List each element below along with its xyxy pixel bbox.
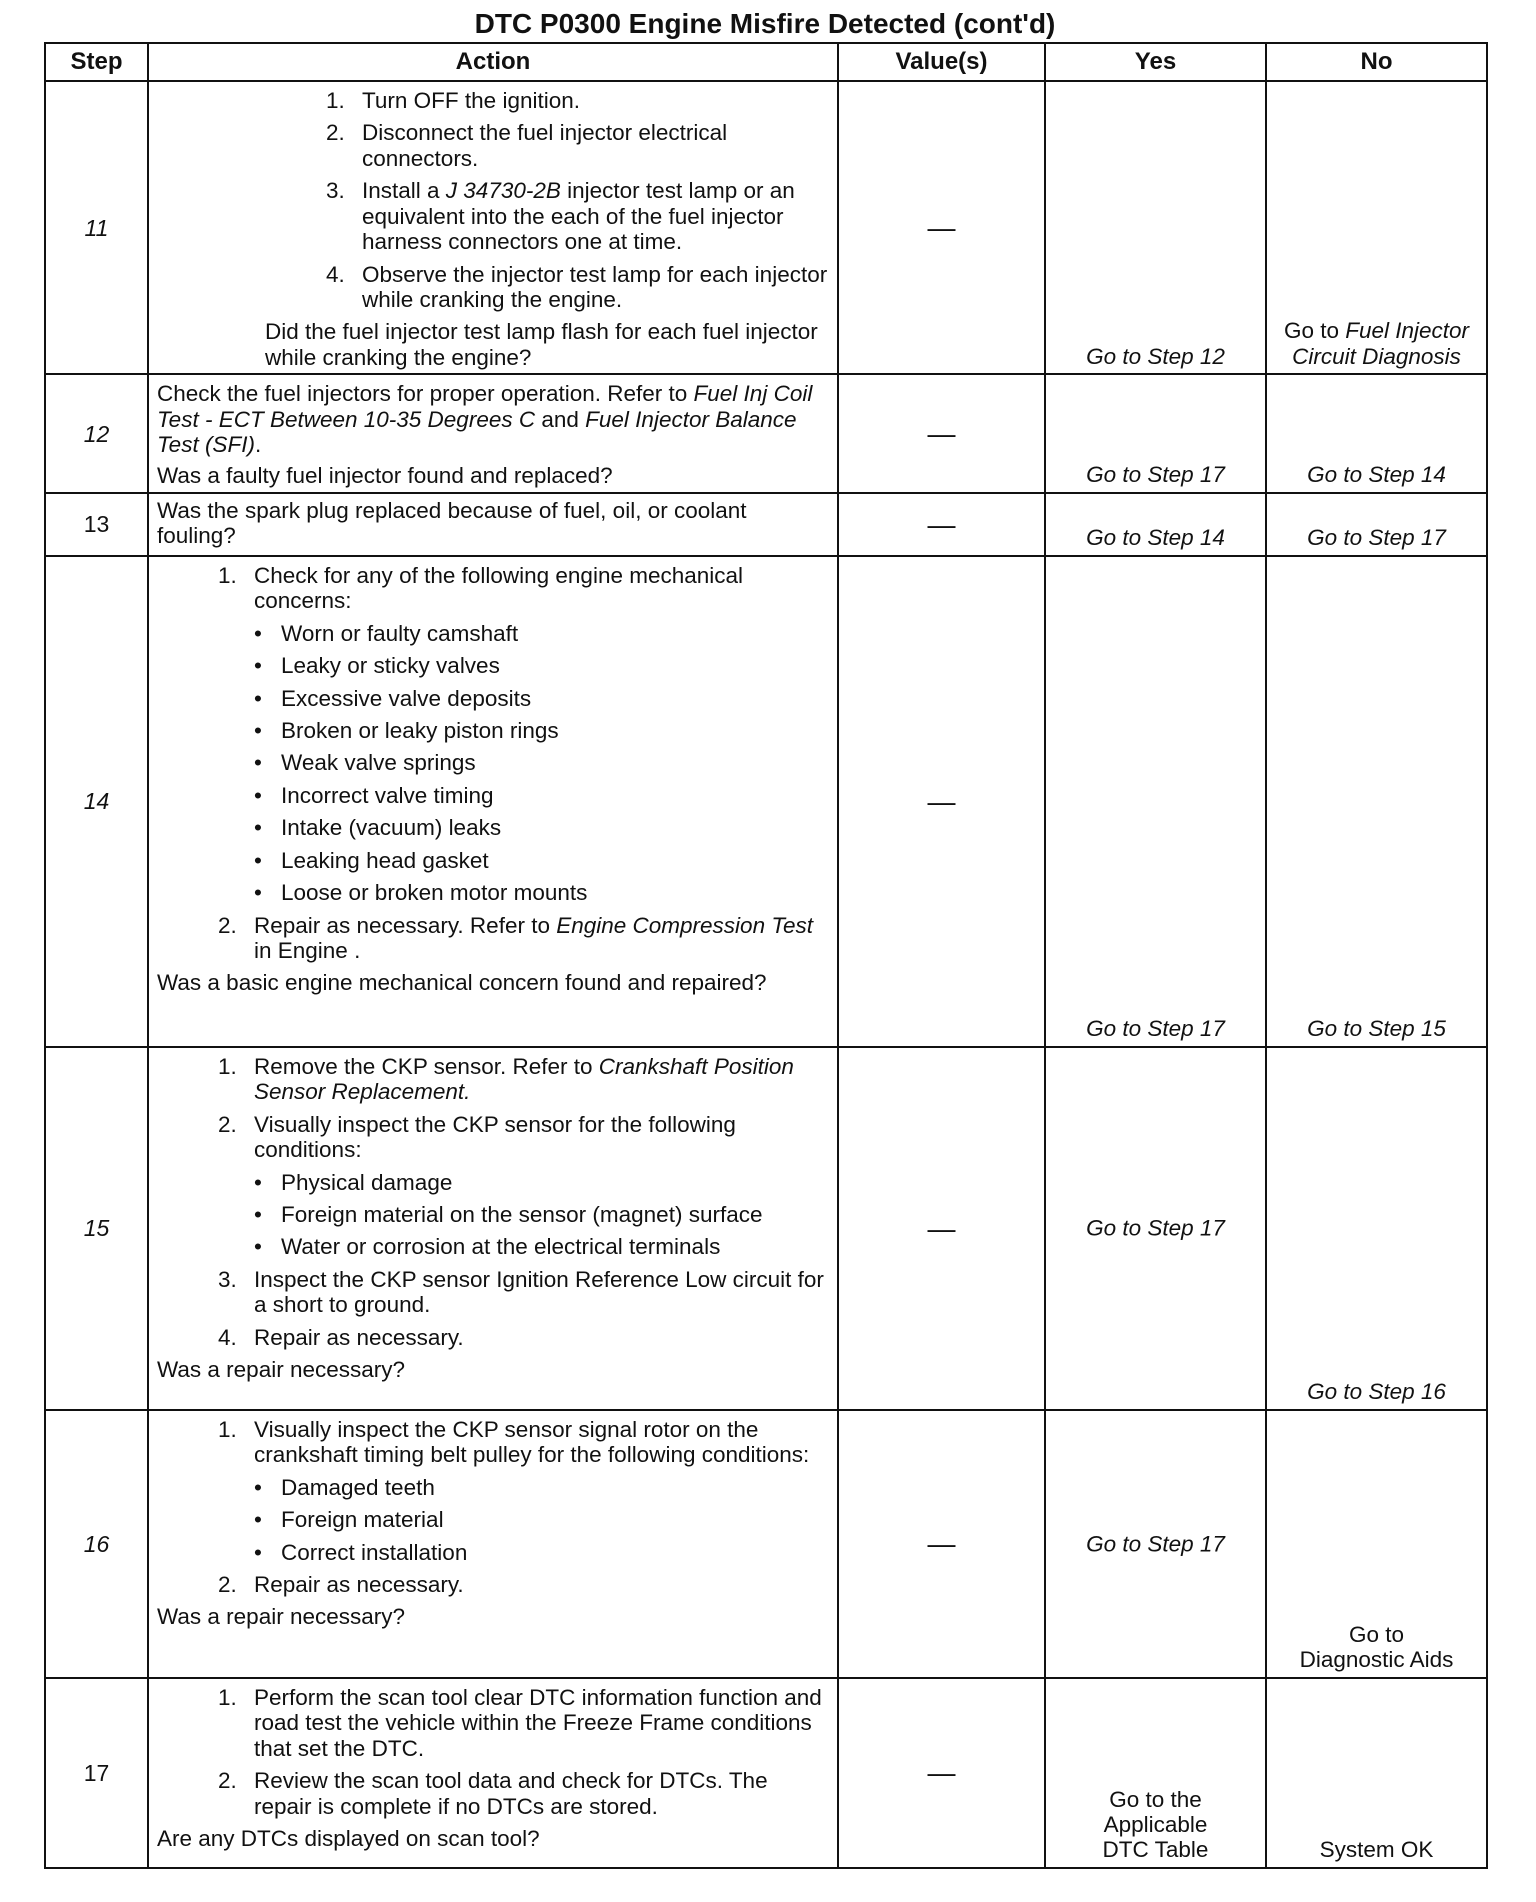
value-cell: — bbox=[838, 1410, 1045, 1678]
step-text: Review the scan tool data and check for DTCs. The repair is complete if no DTCs are stored. bbox=[254, 1768, 768, 1819]
step-number: 12 bbox=[45, 374, 148, 493]
step-text: Remove the CKP sensor. Refer to Crankshaft Position Sensor Replacement. bbox=[254, 1053, 794, 1105]
procedure-reference: Fuel Inj Coil Test - ECT Between 10-35 Degrees C bbox=[157, 381, 813, 432]
action-cell bbox=[148, 493, 838, 556]
decision-question: Was the spark plug replaced because of fuel, oil, or coolant fouling? bbox=[157, 497, 747, 549]
bullet-icon: • bbox=[254, 1539, 262, 1565]
action-cell bbox=[148, 374, 838, 493]
step-index: 1. bbox=[218, 562, 237, 588]
step-text: Repair as necessary. bbox=[254, 1324, 464, 1350]
action-step bbox=[218, 1768, 829, 1819]
bullet-icon: • bbox=[254, 620, 262, 646]
step-number: 14 bbox=[45, 556, 148, 1047]
bullet-icon: • bbox=[254, 880, 262, 906]
value-cell: — bbox=[838, 81, 1045, 374]
no-cell bbox=[1266, 1410, 1487, 1678]
bullet-icon: • bbox=[254, 1202, 262, 1228]
list-item: • Correct installation bbox=[254, 1539, 468, 1565]
header-no: No bbox=[1266, 43, 1487, 81]
step-number: 15 bbox=[45, 1047, 148, 1410]
bullet-icon: • bbox=[254, 782, 262, 808]
bullet-icon: • bbox=[254, 1234, 262, 1260]
yes-link[interactable]: Go to Step 17 bbox=[1086, 1215, 1225, 1241]
step-index: 1. bbox=[218, 1684, 237, 1710]
no-cell bbox=[1266, 374, 1487, 493]
bullet-icon: • bbox=[254, 718, 262, 744]
step-index: 1. bbox=[326, 88, 345, 113]
step-index: 2. bbox=[218, 912, 237, 938]
action-step bbox=[218, 563, 829, 614]
step-index: 2. bbox=[218, 1111, 237, 1137]
step-text: Inspect the CKP sensor Ignition Reference Low circuit for a short to ground. bbox=[254, 1266, 824, 1318]
action-cell bbox=[148, 81, 838, 374]
list-item: • Intake (vacuum) leaks bbox=[254, 815, 502, 841]
bullet-icon: • bbox=[254, 815, 262, 841]
list-item: • Excessive valve deposits bbox=[254, 685, 532, 711]
value-cell: — bbox=[838, 374, 1045, 493]
action-step bbox=[326, 262, 829, 313]
decision-question: Was a repair necessary? bbox=[157, 1604, 406, 1630]
procedure-reference: Crankshaft Position Sensor Replacement bbox=[254, 1053, 794, 1105]
action-step bbox=[326, 178, 829, 254]
step-index: 3. bbox=[218, 1266, 237, 1292]
no-cell bbox=[1266, 1678, 1487, 1868]
yes-link[interactable]: Go to Step 17 bbox=[1086, 1016, 1225, 1042]
action-step bbox=[218, 1685, 829, 1761]
procedure-reference: Engine Compression Test bbox=[556, 912, 814, 938]
header-yes: Yes bbox=[1045, 43, 1266, 81]
no-cell bbox=[1266, 81, 1487, 374]
action-step bbox=[218, 1054, 829, 1105]
yes-cell bbox=[1045, 374, 1266, 493]
step-index: 1. bbox=[218, 1053, 237, 1079]
action-step bbox=[218, 1267, 829, 1318]
step-number: 17 bbox=[45, 1678, 148, 1868]
action-step bbox=[218, 1417, 829, 1468]
yes-link[interactable]: Go to Step 17 bbox=[1086, 1531, 1225, 1557]
yes-cell bbox=[1045, 81, 1266, 374]
yes-link[interactable]: Go to Step 14 bbox=[1086, 525, 1225, 551]
list-item: • Leaky or sticky valves bbox=[254, 653, 500, 679]
yes-link[interactable]: Go to the Applicable DTC Table bbox=[1102, 1786, 1209, 1863]
no-link[interactable]: Go to Fuel Injector Circuit Diagnosis bbox=[1283, 318, 1470, 369]
yes-link[interactable]: Go to Step 12 bbox=[1086, 343, 1225, 369]
header-action: Action bbox=[148, 43, 838, 81]
yes-cell bbox=[1045, 1047, 1266, 1410]
step-text: Turn OFF the ignition. bbox=[362, 88, 581, 113]
header-values: Value(s) bbox=[838, 43, 1045, 81]
no-cell bbox=[1266, 493, 1487, 556]
list-item: • Physical damage bbox=[254, 1169, 453, 1195]
table-row bbox=[45, 374, 1487, 493]
step-text: Observe the injector test lamp for each injector while cranking the engine. bbox=[362, 261, 828, 312]
value-cell: — bbox=[838, 1678, 1045, 1868]
value-cell: — bbox=[838, 493, 1045, 556]
step-index: 2. bbox=[218, 1768, 237, 1794]
bullet-icon: • bbox=[254, 1507, 262, 1533]
action-cell bbox=[148, 1678, 838, 1868]
table-row bbox=[45, 556, 1487, 1047]
step-index: 3. bbox=[326, 178, 345, 204]
decision-question: Was a faulty fuel injector found and replaced? bbox=[157, 463, 613, 489]
step-text: Repair as necessary. bbox=[254, 1572, 464, 1598]
step-index: 2. bbox=[326, 120, 345, 146]
step-number: 16 bbox=[45, 1410, 148, 1678]
yes-link[interactable]: Go to Step 17 bbox=[1086, 462, 1225, 488]
table-row bbox=[45, 1047, 1487, 1410]
step-text: Visually inspect the CKP sensor signal rotor on the crankshaft timing belt pulley for the following conditions: bbox=[254, 1416, 810, 1468]
list-item: • Worn or faulty camshaft bbox=[254, 620, 519, 646]
action-step bbox=[218, 913, 829, 964]
table-row bbox=[45, 493, 1487, 556]
step-index: 4. bbox=[218, 1324, 237, 1350]
page-title: DTC P0300 Engine Misfire Detected (cont'd) bbox=[474, 8, 1056, 39]
action-step bbox=[326, 120, 829, 171]
step-number: 13 bbox=[45, 493, 148, 556]
list-item: • Leaking head gasket bbox=[254, 847, 489, 873]
action-step bbox=[218, 1572, 829, 1597]
action-step bbox=[326, 88, 829, 113]
value-cell: — bbox=[838, 556, 1045, 1047]
decision-question: Are any DTCs displayed on scan tool? bbox=[157, 1826, 540, 1852]
no-link[interactable]: Go to Step 17 bbox=[1307, 525, 1446, 551]
list-item: • Weak valve springs bbox=[254, 750, 476, 776]
list-item: • Broken or leaky piston rings bbox=[254, 718, 559, 744]
bullet-icon: • bbox=[254, 1169, 262, 1195]
step-index: 1. bbox=[218, 1416, 237, 1442]
table-header-row bbox=[45, 43, 1487, 81]
action-step bbox=[218, 1112, 829, 1163]
yes-cell bbox=[1045, 493, 1266, 556]
bullet-icon: • bbox=[254, 653, 262, 679]
step-number: 11 bbox=[45, 81, 148, 374]
decision-question: Did the fuel injector test lamp flash for each fuel injector while cranking the engine? bbox=[265, 319, 818, 370]
list-item: • Damaged teeth bbox=[254, 1474, 435, 1500]
table-row bbox=[45, 1678, 1487, 1868]
step-text: Check for any of the following engine mechanical concerns: bbox=[254, 562, 744, 614]
step-text: Install a J 34730-2B injector test lamp or an equivalent into the each of the fuel injector harness connectors one at time. bbox=[362, 178, 795, 255]
table-row bbox=[45, 1410, 1487, 1678]
no-link[interactable]: Go to Step 15 bbox=[1307, 1016, 1446, 1042]
yes-cell bbox=[1045, 556, 1266, 1047]
yes-cell bbox=[1045, 1410, 1266, 1678]
list-item: • Foreign material on the sensor (magnet) surface bbox=[254, 1202, 763, 1228]
list-item: • Water or corrosion at the electrical terminals bbox=[254, 1234, 721, 1260]
bullet-icon: • bbox=[254, 685, 262, 711]
no-link[interactable]: Go to Step 14 bbox=[1307, 462, 1446, 488]
procedure-reference: Fuel Injector Balance Test (SFI) bbox=[157, 406, 797, 458]
step-text: Visually inspect the CKP sensor for the following conditions: bbox=[254, 1111, 736, 1163]
no-cell bbox=[1266, 1047, 1487, 1410]
step-text: Disconnect the fuel injector electrical connectors. bbox=[362, 120, 728, 171]
no-link[interactable]: System OK bbox=[1319, 1837, 1434, 1863]
list-item: • Incorrect valve timing bbox=[254, 782, 494, 808]
yes-cell bbox=[1045, 1678, 1266, 1868]
value-cell: — bbox=[838, 1047, 1045, 1410]
action-cell bbox=[148, 1410, 838, 1678]
action-cell bbox=[148, 556, 838, 1047]
action-cell bbox=[148, 1047, 838, 1410]
action-step bbox=[218, 1325, 829, 1350]
step-index: 4. bbox=[326, 261, 345, 287]
decision-question: Was a basic engine mechanical concern found and repaired? bbox=[157, 970, 767, 996]
decision-question: Was a repair necessary? bbox=[157, 1357, 406, 1383]
step-text: Perform the scan tool clear DTC information function and road test the vehicle within the Freeze Frame conditions that set the DTC. bbox=[254, 1684, 822, 1761]
diagnostic-table bbox=[44, 42, 1488, 1869]
no-link[interactable]: Go to Diagnostic Aids bbox=[1299, 1622, 1454, 1673]
table-row bbox=[45, 81, 1487, 374]
action-text: Check the fuel injectors for proper operation. Refer to Fuel Inj Coil Test - ECT Between 10-35 Degrees C and Fuel Injector Balance Test (SFI). bbox=[157, 381, 813, 458]
no-link[interactable]: Go to Step 16 bbox=[1307, 1379, 1446, 1405]
list-item: • Loose or broken motor mounts bbox=[254, 880, 588, 906]
list-item: • Foreign material bbox=[254, 1507, 444, 1533]
header-step: Step bbox=[45, 43, 148, 81]
step-index: 2. bbox=[218, 1572, 237, 1598]
bullet-icon: • bbox=[254, 1474, 262, 1500]
bullet-icon: • bbox=[254, 750, 262, 776]
tool-reference: J 34730-2B bbox=[445, 178, 561, 204]
bullet-icon: • bbox=[254, 847, 262, 873]
no-cell bbox=[1266, 556, 1487, 1047]
step-text: Repair as necessary. Refer to Engine Compression Test in Engine . bbox=[254, 912, 814, 963]
